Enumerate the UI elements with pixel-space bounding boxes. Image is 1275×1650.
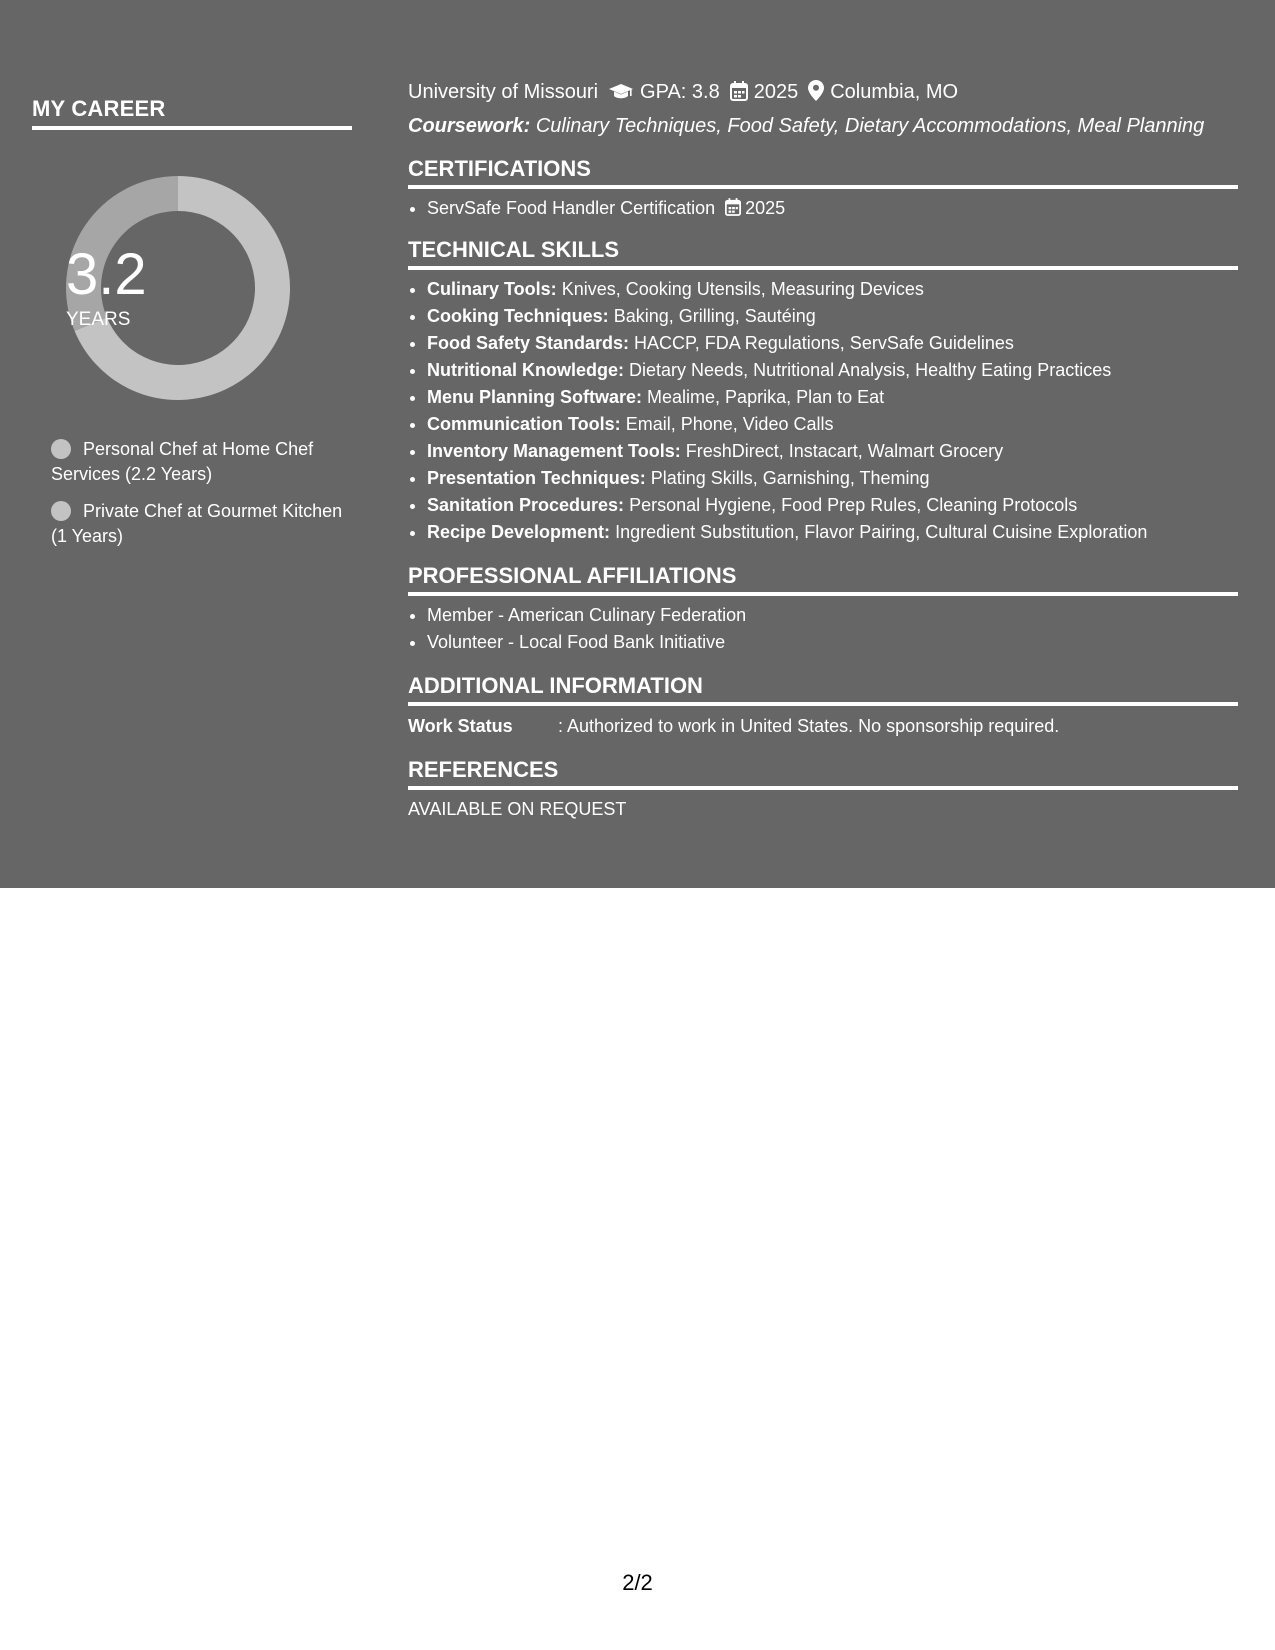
technical-skills-list xyxy=(408,276,1238,546)
skill-value: FreshDirect, Instacart, Walmart Grocery xyxy=(685,441,1004,461)
work-status-label: Work Status xyxy=(408,716,513,736)
affiliation-item: • Member - American Culinary Federation xyxy=(427,602,1238,629)
skill-value: Ingredient Substitution, Flavor Pairing, Cultural Cuisine Exploration xyxy=(615,522,1148,542)
certification-date xyxy=(725,195,785,222)
coursework-label: Coursework: xyxy=(408,115,531,137)
skill-label: Sanitation Procedures: xyxy=(427,495,625,515)
certification-name: ServSafe Food Handler Certification xyxy=(427,198,716,218)
career-legend-label: Personal Chef at Home Chef Services (2.2 Years) xyxy=(51,439,314,484)
skill-label: Communication Tools: xyxy=(427,414,621,434)
certification-year: 2025 xyxy=(745,198,786,218)
additional-info-title: ADDITIONAL INFORMATION xyxy=(408,672,1238,706)
skill-value: Email, Phone, Video Calls xyxy=(625,414,834,434)
legend-dot-icon xyxy=(51,439,71,459)
coursework-line xyxy=(408,111,1238,141)
graduation-cap-icon xyxy=(608,79,634,111)
skill-value: Personal Hygiene, Food Prep Rules, Cleaning Protocols xyxy=(629,495,1078,515)
skill-item xyxy=(427,492,1238,519)
skill-label: Menu Planning Software: xyxy=(427,387,643,407)
certifications-title: CERTIFICATIONS xyxy=(408,155,1238,189)
calendar-icon xyxy=(725,198,741,216)
school-location: Columbia, MO xyxy=(830,81,959,103)
skill-item xyxy=(427,438,1238,465)
career-total-unit: YEARS xyxy=(66,309,131,330)
skill-value: Mealime, Paprika, Plan to Eat xyxy=(647,387,885,407)
page-number: 2/2 xyxy=(622,1570,653,1595)
skill-label: Food Safety Standards: xyxy=(427,333,630,353)
technical-skills-title: TECHNICAL SKILLS xyxy=(408,236,1238,270)
skill-item xyxy=(427,303,1238,330)
skill-item xyxy=(427,357,1238,384)
skill-item xyxy=(427,384,1238,411)
details-column xyxy=(408,76,1238,820)
career-legend xyxy=(51,437,351,561)
affiliations-list xyxy=(408,602,1238,656)
skill-label: Inventory Management Tools: xyxy=(427,441,681,461)
skill-item xyxy=(427,519,1238,546)
skill-item xyxy=(427,465,1238,492)
skill-label: Cooking Techniques: xyxy=(427,306,609,326)
work-status-value: : Authorized to work in United States. No sponsorship required. xyxy=(558,716,1060,736)
graduation-year: 2025 xyxy=(753,81,799,103)
school-name: University of Missouri xyxy=(408,81,599,103)
skill-item xyxy=(427,411,1238,438)
career-donut-chart xyxy=(66,176,290,400)
career-legend-label: Private Chef at Gourmet Kitchen (1 Years) xyxy=(51,501,343,546)
career-title: MY CAREER xyxy=(32,96,352,130)
skill-label: Recipe Development: xyxy=(427,522,611,542)
skill-value: Baking, Grilling, Sautéing xyxy=(613,306,816,326)
career-total-years: 3.2 xyxy=(66,242,147,307)
work-status-row xyxy=(408,712,1238,740)
calendar-icon xyxy=(730,79,748,111)
certifications-list xyxy=(408,195,1238,222)
education-line xyxy=(408,76,1238,111)
skill-value: HACCP, FDA Regulations, ServSafe Guidelines xyxy=(634,333,1014,353)
references-text: AVAILABLE ON REQUEST xyxy=(408,799,627,819)
certification-item xyxy=(427,195,1238,222)
references-title: REFERENCES xyxy=(408,756,1238,790)
affiliations-title: PROFESSIONAL AFFILIATIONS xyxy=(408,562,1238,596)
skill-item xyxy=(427,276,1238,303)
skill-value: Plating Skills, Garnishing, Theming xyxy=(650,468,930,488)
affiliation-item: • Volunteer - Local Food Bank Initiative xyxy=(427,629,1238,656)
donut-segment-2 xyxy=(66,176,178,331)
skill-label: Culinary Tools: xyxy=(427,279,557,299)
skill-value: Dietary Needs, Nutritional Analysis, Healthy Eating Practices xyxy=(629,360,1112,380)
skill-value: Knives, Cooking Utensils, Measuring Devices xyxy=(561,279,924,299)
career-legend-item xyxy=(51,499,351,549)
skill-label: Presentation Techniques: xyxy=(427,468,646,488)
location-pin-icon xyxy=(808,79,824,111)
coursework-list: Culinary Techniques, Food Safety, Dietary Accommodations, Meal Planning xyxy=(535,115,1205,137)
career-legend-item xyxy=(51,437,351,487)
gpa: GPA: 3.8 xyxy=(640,81,720,103)
legend-dot-icon xyxy=(51,501,71,521)
career-column xyxy=(32,96,352,546)
skill-label: Nutritional Knowledge: xyxy=(427,360,624,380)
skill-item xyxy=(427,330,1238,357)
